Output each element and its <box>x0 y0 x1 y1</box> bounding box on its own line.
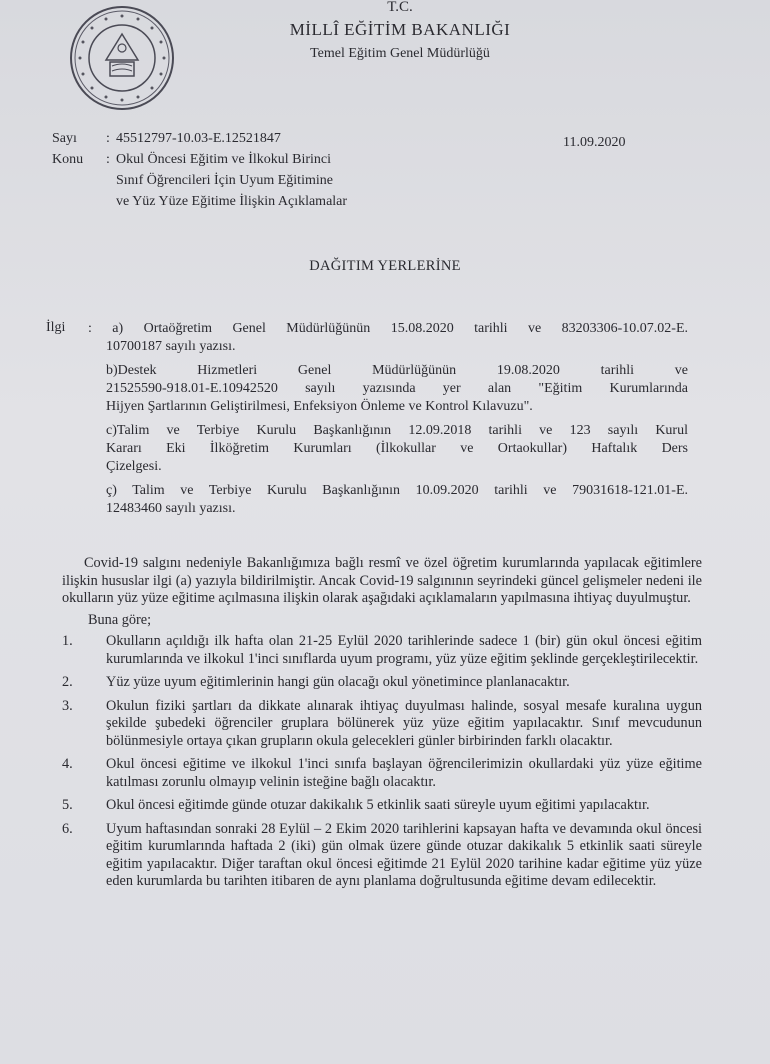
document-body <box>62 555 702 897</box>
ilgi-line: c)Talim ve Terbiye Kurulu Başkanlığının 12.09.2018 tarihli ve 123 sayılı Kurul <box>106 423 688 438</box>
konu-colon: : <box>106 152 110 167</box>
konu-row <box>52 149 446 212</box>
buna-gore-label: Buna göre; <box>88 611 152 628</box>
ilgi-line: : a) Ortaöğretim Genel Müdürlüğünün 15.08.2020 tarihli ve 83203306-10.07.02-E. <box>88 321 688 336</box>
tc-label: T.C. <box>387 0 413 15</box>
list-item-number: 5. <box>62 797 73 813</box>
konu-value <box>116 149 446 212</box>
list-item-number: 3. <box>62 697 73 714</box>
ilgi-line: 10700187 sayılı yazısı. <box>106 339 236 354</box>
ilgi-line: Hijyen Şartlarının Geliştirilmesi, Enfeksiyon Önleme ve Kontrol Kılavuzu". <box>106 399 533 414</box>
list-item-number: 1. <box>62 633 73 649</box>
sayi-label: Sayı <box>52 131 77 146</box>
ilgi-line: b)Destek Hizmetleri Genel Müdürlüğünün 19.08.2020 tarihli ve <box>106 363 688 378</box>
list-item-text: Okulların açıldığı ilk hafta olan 21-25 Eylül 2020 tarihlerinde sadece 1 (bir) gün okul öncesi eğitim kurumlarında ve ilkokul 1'inci sınıflarda uyum programı, yüz yüze eğitim şeklinde gerçekleştirilecektir. <box>106 633 702 667</box>
konu-line: ve Yüz Yüze Eğitime İlişkin Açıklamalar <box>116 194 348 209</box>
ministry-header <box>250 0 550 62</box>
list-item <box>62 633 702 668</box>
sayi-value: 45512797-10.03-E.12521847 <box>116 131 281 146</box>
list-item <box>62 756 702 791</box>
sayi-row <box>52 128 446 149</box>
department-name: Temel Eğitim Genel Müdürlüğü <box>310 46 490 61</box>
list-item-number: 4. <box>62 756 73 772</box>
list-item <box>62 674 702 692</box>
distribution-heading: DAĞITIM YERLERİNE <box>309 258 461 274</box>
list-item-text: Okulun fiziki şartları da dikkate alınarak ihtiyaç duyulması halinde, sosyal mesafe kuralına uygun şekilde şubedeki öğrenciler gruplara bölünerek yüz yüze eğitim yapılacaktır. Sınıf mevcudunun bölünmesiyle ortaya çıkan grupların okula gelecekleri günler birbirinden farklı olacaktır. <box>106 697 702 749</box>
list-item-text: Uyum haftasından sonraki 28 Eylül – 2 Ekim 2020 tarihlerini kapsayan hafta ve devamında okul öncesi eğitim kurumlarında haftada 2 (iki) gün olmak üzere günde otuzar dakikalık 5 etkinlik saati süreyle eğitim yapılacaktır. Diğer taraftan okul öncesi eğitimde 21 Eylül 2020 tarihine kadar eğitime yüz yüze eden kurumlarda bu tarihten itibaren de aynı planlama doğrultusunda eğitime devam edilecektir. <box>106 820 702 889</box>
intro-paragraph: Covid-19 salgını nedeniyle Bakanlığımıza bağlı resmî ve özel öğretim kurumlarında yapılacak eğitimlere ilişkin hususlar ilgi (a) yazıyla bildirilmiştir. Ancak Covid-19 salgınının seyrindeki güncel gelişmeler nedeni ile okulların yüz yüze eğitime açılmasına ilişkin olarak aşağıdaki açıklamaların yapılmasına ihtiyaç duyulmuştur. <box>62 555 702 606</box>
ilgi-references <box>88 320 688 524</box>
list-item-number: 2. <box>62 674 73 690</box>
ilgi-line: 21525590-918.01-E.10942520 sayılı yazısında yer alan "Eğitim Kurumlarında <box>106 381 688 396</box>
list-item <box>62 697 702 751</box>
document-date: 11.09.2020 <box>563 135 626 150</box>
ilgi-item-cc <box>88 482 688 518</box>
list-item <box>62 797 702 815</box>
list-item-text: Okul öncesi eğitime ve ilkokul 1'inci sınıfa başlayan öğrencilerimizin okullardaki yüz yüze eğitime katılması zorunlu olmayıp velinin isteğine bağlı olacaktır. <box>106 756 702 790</box>
document-meta <box>52 128 446 212</box>
konu-label: Konu <box>52 152 84 167</box>
ministry-name: MİLLÎ EĞİTİM BAKANLIĞI <box>289 20 511 39</box>
ilgi-item-b <box>88 362 688 416</box>
konu-line: Sınıf Öğrencileri İçin Uyum Eğitimine <box>116 173 333 188</box>
list-item-text: Okul öncesi eğitimde günde otuzar dakikalık 5 etkinlik saati süreyle uyum eğitimi yapılacaktır. <box>106 797 650 813</box>
ilgi-line: Kararı Eki İlköğretim Kurumları (İlkokullar ve Ortaokullar) Haftalık Ders <box>106 441 688 456</box>
ilgi-label: İlgi <box>46 320 66 335</box>
konu-line: Okul Öncesi Eğitim ve İlkokul Birinci <box>116 152 332 167</box>
ilgi-item-a <box>88 320 688 356</box>
numbered-list <box>62 633 702 891</box>
list-item-text: Yüz yüze uyum eğitimlerinin hangi gün olacağı okul yönetimince planlanacaktır. <box>106 674 570 690</box>
ilgi-line: 12483460 sayılı yazısı. <box>106 501 236 516</box>
ilgi-line: Çizelgesi. <box>106 459 162 474</box>
ilgi-line: ç) Talim ve Terbiye Kurulu Başkanlığının 10.09.2020 tarihli ve 79031618-121.01-E. <box>106 483 688 498</box>
list-item <box>62 820 702 891</box>
ministry-seal-logo <box>68 4 176 112</box>
sayi-colon: : <box>106 131 110 146</box>
list-item-number: 6. <box>62 820 73 837</box>
ilgi-item-c <box>88 422 688 476</box>
